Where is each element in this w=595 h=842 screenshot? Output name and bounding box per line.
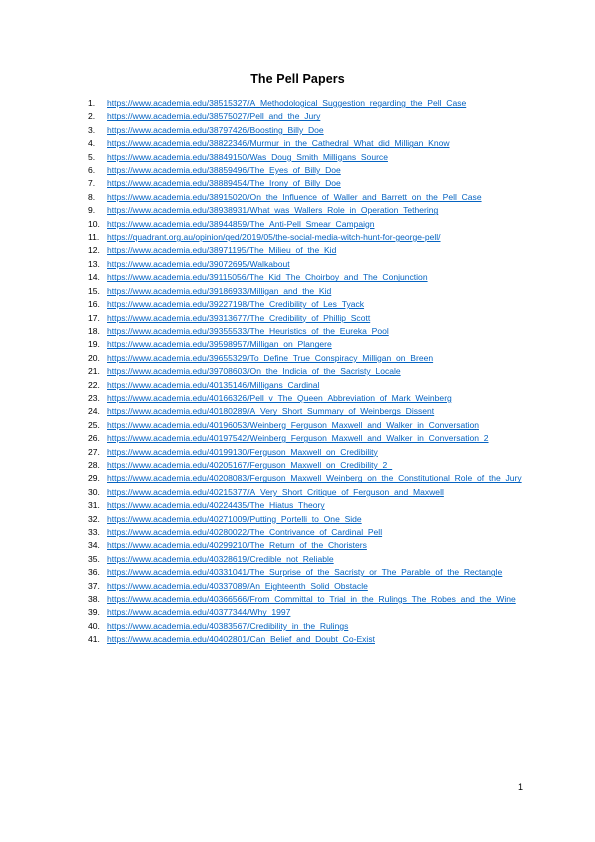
hyperlink[interactable]: https://quadrant.org.au/opinion/qed/2019/05/the-social-media-witch-hunt-for-george-pell/ <box>107 232 441 243</box>
hyperlink[interactable]: https://www.academia.edu/40224435/The_Hiatus_Theory <box>107 500 325 511</box>
hyperlink[interactable]: https://www.academia.edu/39598957/Milligan_on_Plangere <box>107 339 332 350</box>
list-item-number: 26. <box>88 433 100 444</box>
hyperlink[interactable]: https://www.academia.edu/39072695/Walkabout <box>107 258 290 269</box>
link-list <box>88 97 528 647</box>
list-item-number: 40. <box>88 620 100 631</box>
list-item <box>88 499 528 512</box>
list-item <box>88 553 528 566</box>
page-number: 1 <box>517 782 523 792</box>
list-item-number: 3. <box>88 124 96 135</box>
list-item-number: 14. <box>88 272 100 283</box>
list-item <box>88 124 528 137</box>
list-item-number: 6. <box>88 165 96 176</box>
list-item-number: 16. <box>88 299 100 310</box>
list-item-number: 7. <box>88 178 96 189</box>
list-item-number: 27. <box>88 446 100 457</box>
hyperlink[interactable]: https://www.academia.edu/40205167/Ferguson_Maxwell_on_Credibility_2_ <box>107 459 393 470</box>
list-item <box>88 352 528 365</box>
hyperlink[interactable]: https://www.academia.edu/38889454/The_Irony_of_Billy_Doe <box>107 178 341 189</box>
list-item <box>88 405 528 418</box>
list-item <box>88 231 528 244</box>
list-item-number: 28. <box>88 459 100 470</box>
hyperlink[interactable]: https://www.academia.edu/40366566/From_Committal_to_Trial_in_the_Rulings_The_Robes_and_the_Wine <box>107 594 516 605</box>
hyperlink[interactable]: https://www.academia.edu/40215377/A_Very_Short_Critique_of_Ferguson_and_Maxwell <box>107 486 444 497</box>
list-item-number: 10. <box>88 218 100 229</box>
list-item <box>88 633 528 646</box>
list-item <box>88 486 528 499</box>
list-item <box>88 459 528 472</box>
hyperlink[interactable]: https://www.academia.edu/38515327/A_Methodological_Suggestion_regarding_the_Pell_Case <box>107 98 467 108</box>
list-item <box>88 137 528 150</box>
list-item <box>88 379 528 392</box>
list-item <box>88 526 528 539</box>
hyperlink[interactable]: https://www.academia.edu/40166326/Pell_v_The_Queen_Abbreviation_of_Mark_Weinberg <box>107 392 452 403</box>
list-item <box>88 204 528 217</box>
list-item-number: 30. <box>88 486 100 497</box>
hyperlink[interactable]: https://www.academia.edu/38944859/The_Anti-Pell_Smear_Campaign <box>107 218 375 229</box>
list-item <box>88 164 528 177</box>
list-item-number: 21. <box>88 366 100 377</box>
list-item-number: 34. <box>88 540 100 551</box>
hyperlink[interactable]: https://www.academia.edu/38938931/What_was_Wallers_Role_in_Operation_Tethering <box>107 205 439 216</box>
list-item-number: 32. <box>88 513 100 524</box>
list-item <box>88 365 528 378</box>
list-item <box>88 472 528 485</box>
list-item-number: 24. <box>88 406 100 417</box>
hyperlink[interactable]: https://www.academia.edu/40208083/Ferguson_Maxwell_Weinberg_on_the_Constitutional_Role_of_the_Jury <box>107 473 522 484</box>
hyperlink[interactable]: https://www.academia.edu/38822346/Murmur_in_the_Cathedral_What_did_Milligan_Know <box>107 138 450 149</box>
hyperlink[interactable]: https://www.academia.edu/39313677/The_Credibility_of_Phillip_Scott <box>107 312 371 323</box>
list-item-number: 19. <box>88 339 100 350</box>
hyperlink[interactable]: https://www.academia.edu/40280022/The_Contrivance_of_Cardinal_Pell <box>107 527 383 537</box>
list-item-number: 9. <box>88 205 96 216</box>
list-item <box>88 312 528 325</box>
hyperlink[interactable]: https://www.academia.edu/39655329/To_Define_True_Conspiracy_Milligan_on_Breen <box>107 352 434 363</box>
list-item <box>88 606 528 619</box>
list-item-number: 36. <box>88 567 100 578</box>
list-item <box>88 298 528 311</box>
hyperlink[interactable]: https://www.academia.edu/40383567/Credibility_in_the_Rulings <box>107 620 349 631</box>
list-item-number: 15. <box>88 285 100 296</box>
hyperlink[interactable]: https://www.academia.edu/39355533/The_Heuristics_of_the_Eureka_Pool <box>107 325 389 336</box>
list-item <box>88 218 528 231</box>
list-item-number: 29. <box>88 473 100 484</box>
hyperlink[interactable]: https://www.academia.edu/38859496/The_Eyes_of_Billy_Doe <box>107 165 341 176</box>
list-item <box>88 446 528 459</box>
list-item-number: 4. <box>88 138 96 149</box>
hyperlink[interactable]: https://www.academia.edu/40328619/Credible_not_Reliable <box>107 553 334 564</box>
list-item-number: 2. <box>88 111 96 122</box>
hyperlink[interactable]: https://www.academia.edu/40331041/The_Surprise_of_the_Sacristy_or_The_Parable_of_the_Rectangle <box>107 567 503 578</box>
list-item-number: 39. <box>88 607 100 618</box>
list-item <box>88 566 528 579</box>
hyperlink[interactable]: https://www.academia.edu/39115056/The_Kid_The_Choirboy_and_The_Conjunction <box>107 272 428 283</box>
list-item-number: 5. <box>88 151 96 162</box>
list-item <box>88 271 528 284</box>
list-item <box>88 244 528 257</box>
hyperlink[interactable]: https://www.academia.edu/38849150/Was_Doug_Smith_Milligans_Source <box>107 151 388 162</box>
list-item <box>88 191 528 204</box>
list-item-number: 33. <box>88 527 100 537</box>
list-item-number: 22. <box>88 379 100 390</box>
list-item-number: 35. <box>88 553 100 564</box>
list-item <box>88 110 528 123</box>
list-item-number: 37. <box>88 580 100 591</box>
list-item <box>88 151 528 164</box>
list-item <box>88 432 528 445</box>
list-item <box>88 177 528 190</box>
hyperlink[interactable]: https://www.academia.edu/40402801/Can_Belief_and_Doubt_Co-Exist <box>107 634 375 645</box>
hyperlink[interactable]: https://www.academia.edu/40197542/Weinberg_Ferguson_Maxwell_and_Walker_in_Conversation_2 <box>107 433 489 444</box>
list-item-number: 38. <box>88 594 100 605</box>
list-item <box>88 539 528 552</box>
list-item-number: 41. <box>88 634 100 645</box>
hyperlink[interactable]: https://www.academia.edu/38915020/On_the_Influence_of_Waller_and_Barrett_on_the_Pell_Case <box>107 191 482 202</box>
hyperlink[interactable]: https://www.academia.edu/40196053/Weinberg_Ferguson_Maxwell_and_Walker_in_Conversation <box>107 419 480 430</box>
list-item-number: 20. <box>88 352 100 363</box>
list-item <box>88 285 528 298</box>
list-item-number: 25. <box>88 419 100 430</box>
list-item <box>88 620 528 633</box>
hyperlink[interactable]: https://www.academia.edu/39186933/Milligan_and_the_Kid <box>107 285 332 296</box>
list-item <box>88 513 528 526</box>
hyperlink[interactable]: https://www.academia.edu/40299210/The_Return_of_the_Choristers <box>107 540 367 551</box>
list-item-number: 31. <box>88 500 100 511</box>
list-item <box>88 325 528 338</box>
hyperlink[interactable]: https://www.academia.edu/38797426/Boosting_Billy_Doe <box>107 124 324 135</box>
list-item-number: 1. <box>88 98 96 108</box>
list-item-number: 13. <box>88 258 100 269</box>
hyperlink[interactable]: https://www.academia.edu/40135146/Milligans_Cardinal <box>107 379 320 390</box>
list-item <box>88 97 528 110</box>
list-item-number: 11. <box>88 232 100 243</box>
list-item <box>88 392 528 405</box>
list-item <box>88 258 528 271</box>
hyperlink[interactable]: https://www.academia.edu/40180289/A_Very_Short_Summary_of_Weinbergs_Dissent <box>107 406 435 417</box>
list-item-number: 18. <box>88 325 100 336</box>
hyperlink[interactable]: https://www.academia.edu/38575027/Pell_and_the_Jury <box>107 111 321 122</box>
list-item-number: 8. <box>88 191 96 202</box>
hyperlink[interactable]: https://www.academia.edu/40271009/Putting_Portelli_to_One_Side <box>107 513 362 524</box>
list-item-number: 17. <box>88 312 100 323</box>
hyperlink[interactable]: https://www.academia.edu/40199130/Ferguson_Maxwell_on_Credibility <box>107 446 378 457</box>
hyperlink[interactable]: https://www.academia.edu/40377344/Why_1997 <box>107 607 291 618</box>
hyperlink[interactable]: https://www.academia.edu/39227198/The_Credibility_of_Les_Tyack <box>107 299 365 310</box>
hyperlink[interactable]: https://www.academia.edu/38971195/The_Milieu_of_the_Kid <box>107 245 337 256</box>
page-title: The Pell Papers <box>250 72 345 86</box>
list-item <box>88 338 528 351</box>
list-item <box>88 580 528 593</box>
hyperlink[interactable]: https://www.academia.edu/39708603/On_the_Indicia_of_the_Sacristy_Locale <box>107 366 401 377</box>
list-item-number: 12. <box>88 245 100 256</box>
list-item-number: 23. <box>88 392 100 403</box>
list-item <box>88 419 528 432</box>
hyperlink[interactable]: https://www.academia.edu/40337089/An_Eighteenth_Solid_Obstacle <box>107 580 368 591</box>
list-item <box>88 593 528 606</box>
